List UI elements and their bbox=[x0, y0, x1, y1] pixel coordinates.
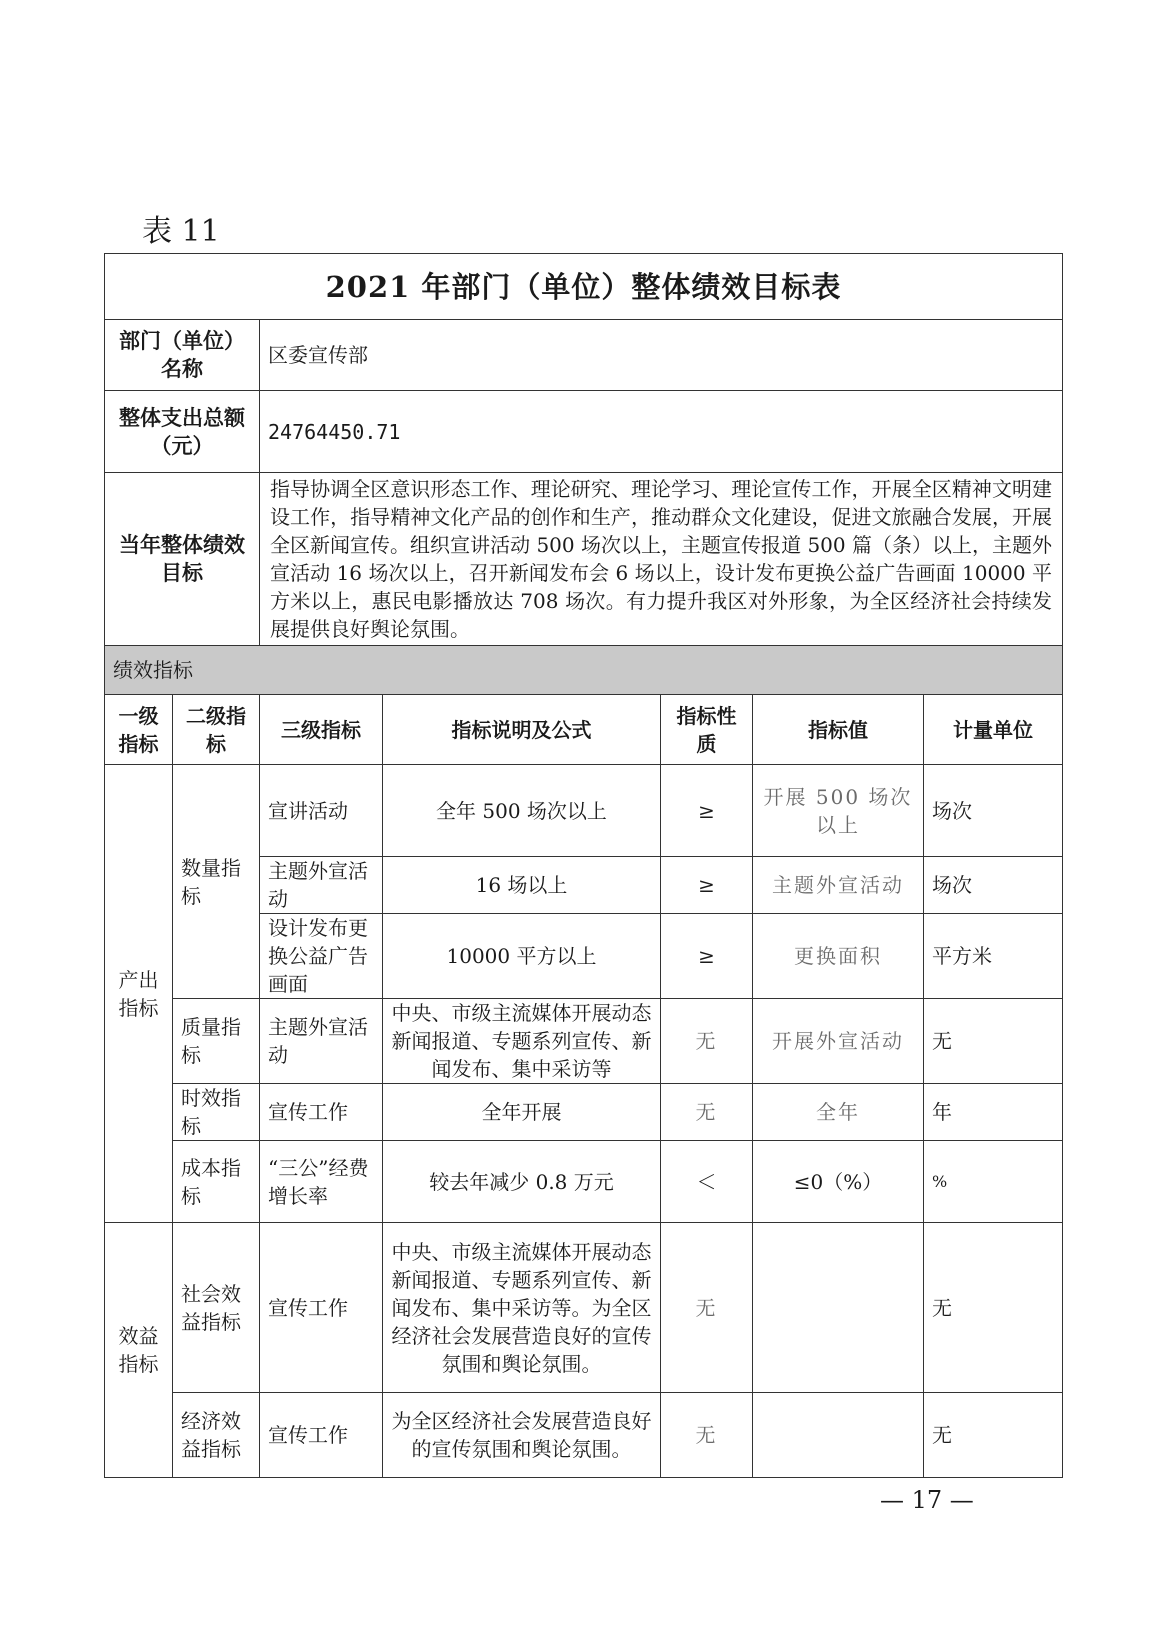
goal-text: 指导协调全区意识形态工作、理论研究、理论学习、理论宣传工作，开展全区精神文明建设工作，指导精神文化产品的创作和生产，推动群众文化建设，促进文旅融合发展，开展全区新闻宣传。组织宣讲活动 500 场次以上，主题宣传报道 500 篇（条）以上，主题外宣活动 16 场次以上，召开新闻发布会 6 场以上，设计发布更换公益广告画面 10000 平方米以上，惠民电影播放达 708 场次。有力提升我区对外形象，为全区经济社会持续发展提供良好舆论氛围。 bbox=[260, 473, 1063, 646]
section-label: 绩效指标 bbox=[105, 646, 1063, 695]
description-cell: 16 场以上 bbox=[383, 857, 661, 914]
nature-cell: 无 bbox=[661, 1084, 753, 1141]
level3-cell: 主题外宣活动 bbox=[260, 999, 383, 1084]
nature-cell: ≥ bbox=[661, 765, 753, 857]
table-row bbox=[105, 999, 1063, 1084]
level3-cell: “三公”经费增长率 bbox=[260, 1141, 383, 1223]
nature-cell: ＜ bbox=[661, 1141, 753, 1223]
unit-cell: 场次 bbox=[924, 857, 1063, 914]
unit-cell: 场次 bbox=[924, 765, 1063, 857]
unit-cell: 无 bbox=[924, 1223, 1063, 1393]
table-row bbox=[105, 1141, 1063, 1223]
header-nature: 指标性质 bbox=[661, 695, 753, 765]
unit-cell: % bbox=[924, 1141, 1063, 1223]
nature-cell: 无 bbox=[661, 999, 753, 1084]
level2-economic: 经济效益指标 bbox=[173, 1393, 260, 1478]
level2-social: 社会效益指标 bbox=[173, 1223, 260, 1393]
header-value: 指标值 bbox=[753, 695, 924, 765]
header-unit: 计量单位 bbox=[924, 695, 1063, 765]
value-cell: ≤0（%） bbox=[753, 1141, 924, 1223]
table-row bbox=[105, 1084, 1063, 1141]
dept-value: 区委宣传部 bbox=[260, 320, 1063, 391]
level3-cell: 宣传工作 bbox=[260, 1084, 383, 1141]
spend-label: 整体支出总额（元） bbox=[105, 391, 260, 473]
unit-cell: 无 bbox=[924, 999, 1063, 1084]
header-level2: 二级指标 bbox=[173, 695, 260, 765]
performance-target-table bbox=[104, 253, 1063, 1478]
unit-cell: 无 bbox=[924, 1393, 1063, 1478]
description-cell: 中央、市级主流媒体开展动态新闻报道、专题系列宣传、新闻发布、集中采访等。为全区经济社会发展营造良好的宣传氛围和舆论氛围。 bbox=[383, 1223, 661, 1393]
level1-output: 产出指标 bbox=[105, 765, 173, 1223]
table-caption: 表 11 bbox=[142, 214, 220, 249]
level2-cost: 成本指标 bbox=[173, 1141, 260, 1223]
level3-cell: 宣讲活动 bbox=[260, 765, 383, 857]
header-level1: 一级指标 bbox=[105, 695, 173, 765]
spend-row bbox=[105, 391, 1063, 473]
description-cell: 为全区经济社会发展营造良好的宣传氛围和舆论氛围。 bbox=[383, 1393, 661, 1478]
level3-cell: 主题外宣活动 bbox=[260, 857, 383, 914]
description-cell: 中央、市级主流媒体开展动态新闻报道、专题系列宣传、新闻发布、集中采访等 bbox=[383, 999, 661, 1084]
description-cell: 10000 平方以上 bbox=[383, 914, 661, 999]
table-row bbox=[105, 1393, 1063, 1478]
nature-cell: 无 bbox=[661, 1393, 753, 1478]
value-cell: 主题外宣活动 bbox=[753, 857, 924, 914]
table-title: 2021 年部门（单位）整体绩效目标表 bbox=[105, 254, 1063, 320]
spend-value: 24764450.71 bbox=[260, 391, 1063, 473]
header-description: 指标说明及公式 bbox=[383, 695, 661, 765]
description-cell: 全年 500 场次以上 bbox=[383, 765, 661, 857]
level3-cell: 宣传工作 bbox=[260, 1223, 383, 1393]
section-row bbox=[105, 646, 1063, 695]
value-cell bbox=[753, 1223, 924, 1393]
header-level3: 三级指标 bbox=[260, 695, 383, 765]
table-row bbox=[105, 1223, 1063, 1393]
value-cell bbox=[753, 1393, 924, 1478]
unit-cell: 平方米 bbox=[924, 914, 1063, 999]
nature-cell: 无 bbox=[661, 1223, 753, 1393]
level2-time: 时效指标 bbox=[173, 1084, 260, 1141]
value-cell: 开展 500 场次以上 bbox=[753, 765, 924, 857]
table-row bbox=[105, 765, 1063, 857]
nature-cell: ≥ bbox=[661, 857, 753, 914]
description-cell: 较去年减少 0.8 万元 bbox=[383, 1141, 661, 1223]
page-number: — 17 — bbox=[880, 1486, 974, 1514]
unit-cell: 年 bbox=[924, 1084, 1063, 1141]
level1-benefit: 效益指标 bbox=[105, 1223, 173, 1478]
goal-label: 当年整体绩效目标 bbox=[105, 473, 260, 646]
level2-quality: 质量指标 bbox=[173, 999, 260, 1084]
dept-row bbox=[105, 320, 1063, 391]
goal-row bbox=[105, 473, 1063, 646]
title-row bbox=[105, 254, 1063, 320]
level2-quantity: 数量指标 bbox=[173, 765, 260, 999]
nature-cell: ≥ bbox=[661, 914, 753, 999]
value-cell: 全年 bbox=[753, 1084, 924, 1141]
dept-label: 部门（单位）名称 bbox=[105, 320, 260, 391]
header-row bbox=[105, 695, 1063, 765]
value-cell: 更换面积 bbox=[753, 914, 924, 999]
level3-cell: 宣传工作 bbox=[260, 1393, 383, 1478]
description-cell: 全年开展 bbox=[383, 1084, 661, 1141]
value-cell: 开展外宣活动 bbox=[753, 999, 924, 1084]
level3-cell: 设计发布更换公益广告画面 bbox=[260, 914, 383, 999]
